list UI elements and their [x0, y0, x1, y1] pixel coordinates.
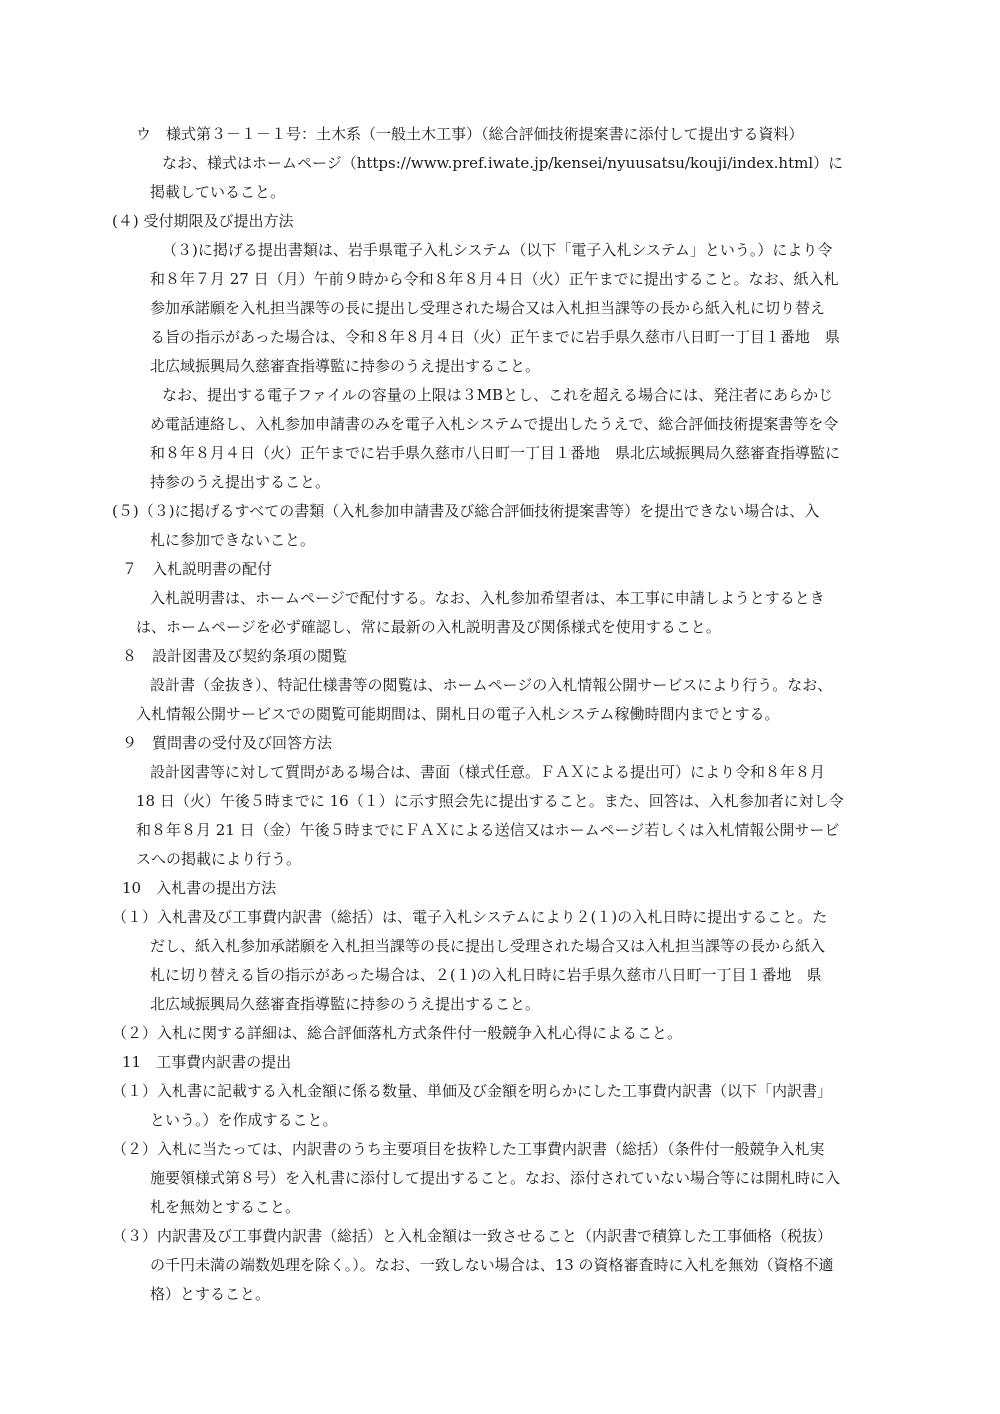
text-line: 参加承諾願を入札担当課等の長に提出し受理された場合又は入札担当課等の長から紙入札に切り替え — [150, 299, 826, 317]
text-line: 10 入札書の提出方法 — [122, 879, 277, 897]
text-line: 札に切り替える旨の指示があった場合は、２(１)の入札日時に岩手県久慈市八日町一丁目１番地 県 — [150, 966, 822, 984]
text-line: 和８年７月 27 日（月）午前９時から令和８年８月４日（火）正午までに提出すること。なお、紙入札 — [150, 270, 839, 288]
text-line: 11 工事費内訳書の提出 — [122, 1053, 292, 1071]
text-line: なお、様式はホームページ（https://www.pref.iwate.jp/kensei/nyuusatsu/kouji/index.html）に — [162, 154, 844, 172]
text-line: 18 日（火）午後５時までに 16（１）に示す照会先に提出すること。また、回答は、入札参加者に対し令 — [136, 792, 844, 810]
text-line: なお、提出する電子ファイルの容量の上限は３MBとし、これを超える場合には、発注者にあらかじ — [162, 386, 834, 404]
text-line: （２）入札に関する詳細は、総合評価落札方式条件付一般競争入札心得によること。 — [112, 1024, 683, 1042]
text-line: ８ 設計図書及び契約条項の閲覧 — [122, 647, 348, 665]
text-line: る旨の指示があった場合は、令和８年８月４日（火）正午までに岩手県久慈市八日町一丁目１番地 県 — [150, 328, 840, 346]
text-line: ９ 質問書の受付及び回答方法 — [122, 734, 333, 752]
text-line: 北広域振興局久慈審査指導監に持参のうえ提出すること。 — [150, 357, 541, 375]
text-line: （１）入札書及び工事費内訳書（総括）は、電子入札システムにより２(１)の入札日時に提出すること。た — [112, 908, 828, 926]
text-line: 入札説明書は、ホームページで配付する。なお、入札参加希望者は、本工事に申請しようとするとき — [150, 589, 825, 607]
text-line: （１）入札書に記載する入札金額に係る数量、単価及び金額を明らかにした工事費内訳書（以下「内訳書」 — [112, 1082, 833, 1100]
text-line: 北広域振興局久慈審査指導監に持参のうえ提出すること。 — [150, 995, 541, 1013]
text-line: 施要領様式第８号）を入札書に添付して提出すること。なお、添付されていない場合等には開札時に入 — [150, 1169, 841, 1187]
text-line: 掲載していること。 — [150, 183, 286, 201]
text-line: (５)（３)に掲げるすべての書類（入札参加申請書及び総合評価技術提案書等）を提出できない場合は、入 — [112, 502, 820, 520]
text-line: 札に参加できないこと。 — [150, 531, 316, 549]
document-body — [112, 120, 882, 1309]
text-line: （２）入札に当たっては、内訳書のうち主要項目を抜粋した工事費内訳書（総括）（条件付一般競争入札実 — [112, 1140, 825, 1158]
text-line: 札を無効とすること。 — [150, 1198, 301, 1216]
text-line: 持参のうえ提出すること。 — [150, 473, 331, 491]
text-line: （３)に掲げる提出書類は、岩手県電子入札システム（以下「電子入札システム」という。）により令 — [162, 241, 833, 259]
text-line: 入札情報公開サービスでの閲覧可能期間は、開札日の電子入札システム稼働時間内までとする。 — [136, 705, 780, 723]
text-line: ウ 様式第３－１－１号：土木系（一般土木工事）（総合評価技術提案書に添付して提出する資料） — [136, 125, 804, 143]
text-line: 和８年８月 21 日（金）午後５時までにＦＡＸによる送信又はホームページ若しくは入札情報公開サービ — [136, 821, 840, 839]
text-line: ７ 入札説明書の配付 — [122, 560, 273, 578]
text-line: (４) 受付期限及び提出方法 — [112, 212, 294, 230]
text-line: スへの掲載により行う。 — [136, 850, 302, 868]
text-line: 設計図書等に対して質問がある場合は、書面（様式任意。ＦＡＸによる提出可）により令和８年８月 — [150, 763, 826, 781]
text-line: 格）とすること。 — [150, 1285, 271, 1303]
text-line: だし、紙入札参加承諾願を入札担当課等の長に提出し受理された場合又は入札担当課等の長から紙入 — [150, 937, 826, 955]
text-line: （３）内訳書及び工事費内訳書（総括）と入札金額は一致させること（内訳書で積算した工事価格（税抜） — [112, 1227, 833, 1245]
text-line: の千円未満の端数処理を除く。）。なお、一致しない場合は、13 の資格審査時に入札を無効（資格不適 — [150, 1256, 834, 1274]
text-line: 設計書（金抜き）、特記仕様書等の閲覧は、ホームページの入札情報公開サービスにより行う。なお、 — [150, 676, 833, 694]
text-line: は、ホームページを必ず確認し、常に最新の入札説明書及び関係様式を使用すること。 — [136, 618, 721, 636]
text-line: め電話連絡し、入札参加申請書のみを電子入札システムで提出したうえで、総合評価技術提案書等を令 — [150, 415, 839, 433]
text-line: という。）を作成すること。 — [150, 1111, 338, 1129]
text-line: 和８年８月４日（火）正午までに岩手県久慈市八日町一丁目１番地 県北広域振興局久慈審査指導監に — [150, 444, 841, 462]
